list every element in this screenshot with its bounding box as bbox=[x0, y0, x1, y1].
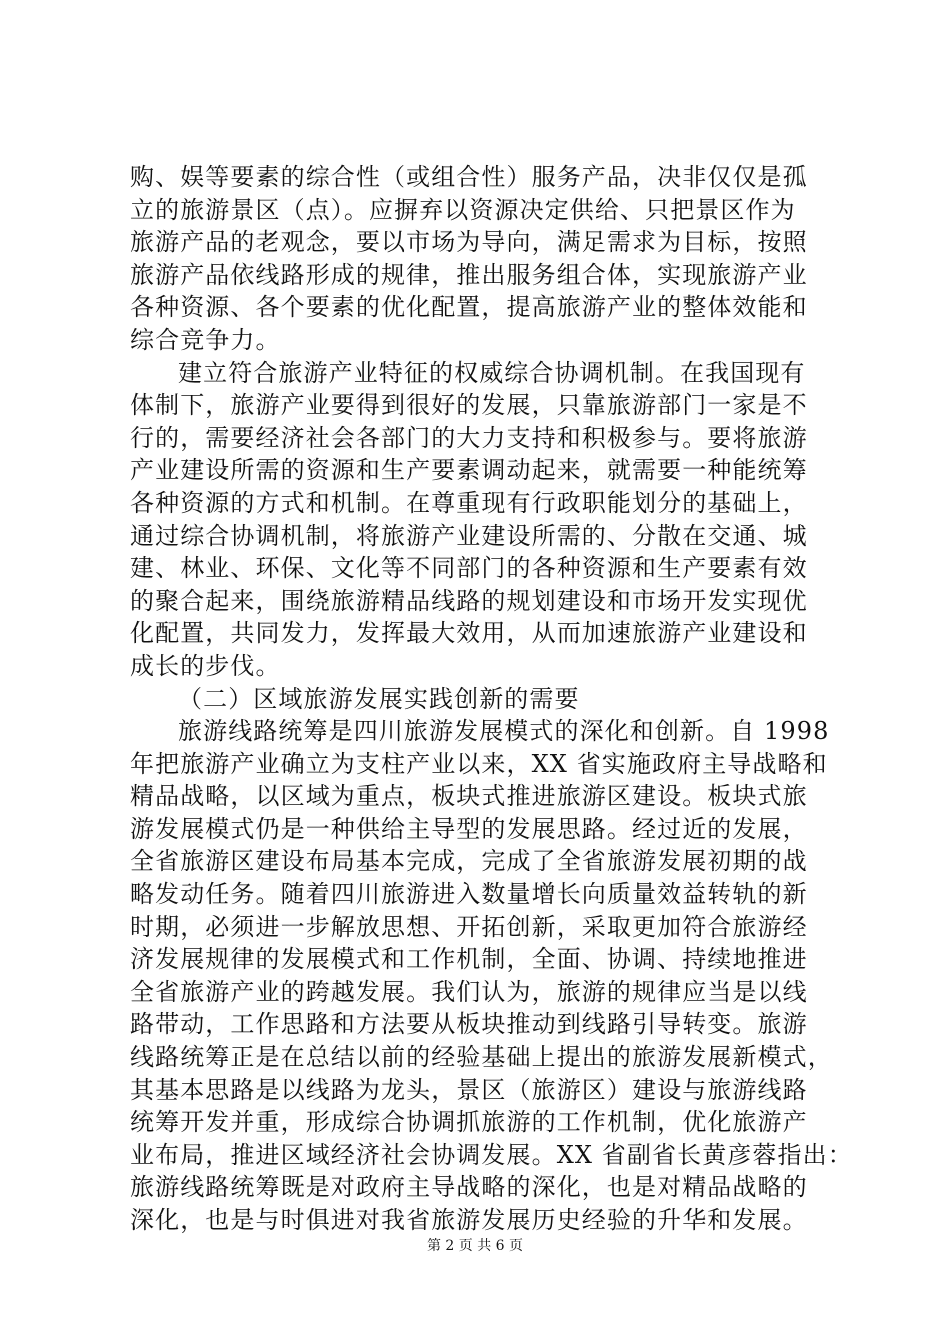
text-line: 旅游产品依线路形成的规律，推出服务组合体，实现旅游产业 bbox=[130, 260, 808, 289]
text-line: 深化，也是与时俱进对我省旅游发展历史经验的升华和发展。 bbox=[130, 1206, 808, 1234]
text-line: 旅游线路统筹是四川旅游发展模式的深化和创新。自 1998 bbox=[178, 717, 830, 746]
text-line: 行的，需要经济社会各部门的大力支持和积极参与。要将旅游 bbox=[130, 423, 808, 452]
text-line: 购、娱等要素的综合性（或组合性）服务产品，决非仅仅是孤 bbox=[130, 163, 808, 191]
text-line: 各种资源、各个要素的优化配置，提高旅游产业的整体效能和 bbox=[130, 293, 808, 322]
text-line: 略发动任务。随着四川旅游进入数量增长向质量效益转轨的新 bbox=[130, 880, 808, 909]
text-line: 年把旅游产业确立为支柱产业以来，XX 省实施政府主导战略和 bbox=[130, 749, 828, 778]
text-line: 各种资源的方式和机制。在尊重现有行政职能划分的基础上， bbox=[130, 488, 808, 517]
page-footer: 第 2 页 共 6 页 bbox=[426, 1238, 524, 1254]
text-line: 的聚合起来，围绕旅游精品线路的规划建设和市场开发实现优 bbox=[130, 586, 808, 615]
text-line: 统筹开发并重，形成综合协调抓旅游的工作机制，优化旅游产 bbox=[130, 1108, 808, 1137]
text-line: 体制下，旅游产业要得到很好的发展，只靠旅游部门一家是不 bbox=[130, 391, 808, 420]
text-line: 化配置，共同发力，发挥最大效用，从而加速旅游产业建设和 bbox=[130, 619, 808, 648]
body-text bbox=[130, 161, 853, 1237]
text-line: 旅游线路统筹既是对政府主导战略的深化，也是对精品战略的 bbox=[130, 1173, 808, 1202]
text-line: 立的旅游景区（点）。应摒弃以资源决定供给、只把景区作为 bbox=[130, 195, 796, 224]
text-line: 精品战略，以区域为重点，板块式推进旅游区建设。板块式旅 bbox=[130, 782, 808, 811]
text-line: 游发展模式仍是一种供给主导型的发展思路。经过近的发展， bbox=[130, 814, 808, 843]
text-line: 综合竞争力。 bbox=[130, 325, 281, 354]
text-line: 济发展规律的发展模式和工作机制，全面、协调、持续地推进 bbox=[130, 945, 808, 974]
text-line: 成长的步伐。 bbox=[130, 651, 281, 680]
text-line: 通过综合协调机制，将旅游产业建设所需的、分散在交通、城 bbox=[130, 521, 808, 550]
text-line: 建、林业、环保、文化等不同部门的各种资源和生产要素有效 bbox=[130, 554, 808, 583]
text-line: 产业建设所需的资源和生产要素调动起来，就需要一种能统筹 bbox=[130, 456, 808, 485]
text-line: 其基本思路是以线路为龙头，景区（旅游区）建设与旅游线路 bbox=[130, 1075, 808, 1104]
text-line: 全省旅游区建设布局基本完成，完成了全省旅游发展初期的战 bbox=[130, 847, 808, 876]
text-line: 线路统筹正是在总结以前的经验基础上提出的旅游发展新模式， bbox=[130, 1043, 833, 1072]
text-line: 路带动，工作思路和方法要从板块推动到线路引导转变。旅游 bbox=[130, 1010, 808, 1039]
text-line: 旅游产品的老观念，要以市场为导向，满足需求为目标，按照 bbox=[130, 228, 808, 257]
text-line: 全省旅游产业的跨越发展。我们认为，旅游的规律应当是以线 bbox=[130, 977, 808, 1006]
text-line: 建立符合旅游产业特征的权威综合协调机制。在我国现有 bbox=[178, 358, 806, 387]
text-line: 业布局，推进区域经济社会协调发展。XX 省副省长黄彦蓉指出： bbox=[130, 1140, 853, 1169]
text-line: 时期，必须进一步解放思想、开拓创新，采取更加符合旅游经 bbox=[130, 912, 808, 941]
text-line: （二）区域旅游发展实践创新的需要 bbox=[178, 684, 580, 713]
